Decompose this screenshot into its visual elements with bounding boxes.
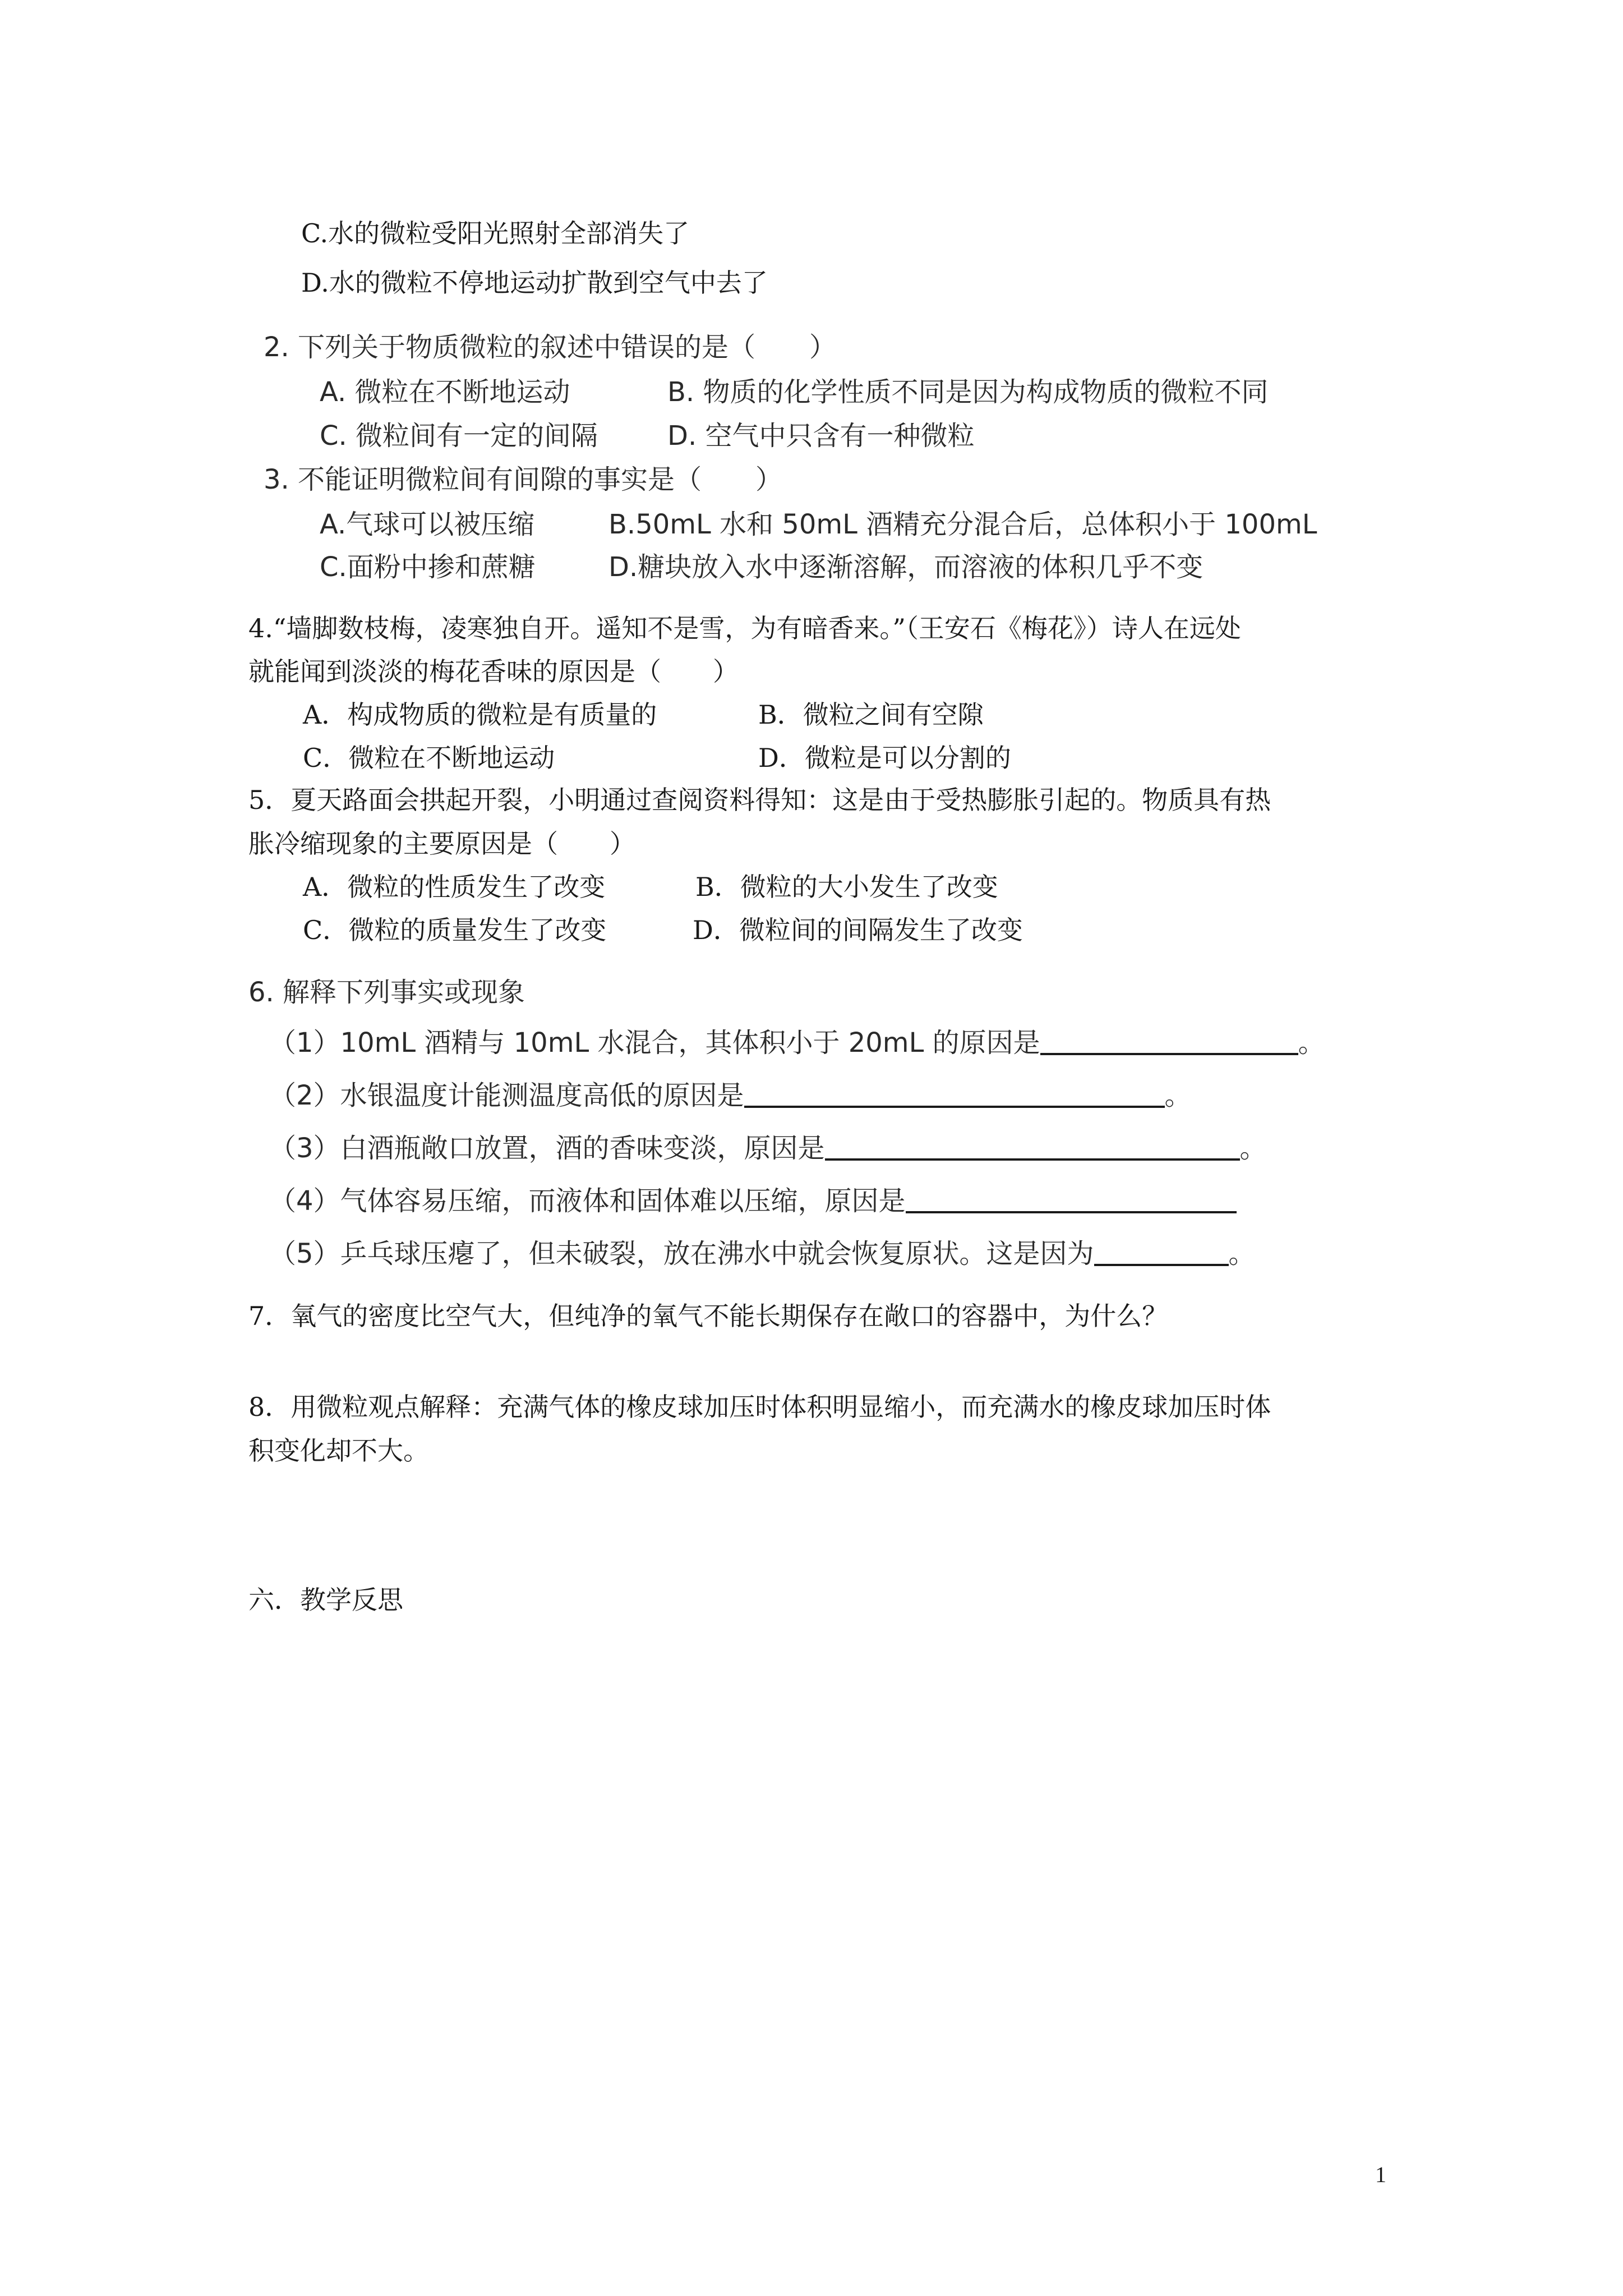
q6-item2 — [269, 1074, 1192, 1112]
q4-option-c: C．微粒在不断地运动 — [303, 743, 555, 773]
q4-option-b: B．微粒之间有空隙 — [758, 700, 984, 730]
q6-item5-period: 。 — [1228, 1238, 1256, 1269]
q6-item1-blank[interactable] — [1040, 1030, 1298, 1055]
q6-item4-blank[interactable] — [906, 1189, 1237, 1213]
q6-item5-blank[interactable] — [1094, 1241, 1229, 1266]
q2-option-b: B. 物质的化学性质不同是因为构成物质的微粒不同 — [667, 376, 1269, 408]
q2-stem: 2. 下列关于物质微粒的叙述中错误的是（ ） — [264, 332, 837, 363]
page-number: 1 — [1375, 2162, 1386, 2187]
q6-item3-blank[interactable] — [825, 1136, 1240, 1161]
q5-stem-line2: 胀冷缩现象的主要原因是（ ） — [248, 829, 635, 859]
q6-item1-period: 。 — [1298, 1027, 1325, 1059]
q6-item5 — [269, 1232, 1256, 1271]
q6-item5-text: （5）乒乓球压瘪了，但未破裂，放在沸水中就会恢复原状。这是因为 — [269, 1238, 1094, 1269]
q6-item3-text: （3）白酒瓶敞口放置，酒的香味变淡，原因是 — [269, 1133, 825, 1164]
q3-option-a: A.气球可以被压缩 — [320, 509, 535, 540]
q6-stem: 6. 解释下列事实或现象 — [248, 977, 525, 1008]
q4-stem-line1: 4.“墙脚数枝梅，凌寒独自开。遥知不是雪，为有暗香来。”（王安石《梅花》）诗人在远处 — [248, 613, 1241, 643]
q6-item3-period: 。 — [1239, 1133, 1267, 1164]
q3-option-c: C.面粉中掺和蔗糖 — [320, 551, 536, 583]
q5-option-a: A．微粒的性质发生了改变 — [303, 872, 606, 902]
q2-option-d: D. 空气中只含有一种微粒 — [667, 420, 975, 452]
q6-item2-period: 。 — [1164, 1080, 1192, 1111]
q6-item4-text: （4）气体容易压缩，而液体和固体难以压缩，原因是 — [269, 1185, 906, 1217]
q3-option-b: B.50mL 水和 50mL 酒精充分混合后，总体积小于 100mL — [608, 509, 1317, 540]
q6-item4 — [269, 1179, 1237, 1218]
q5-option-b: B．微粒的大小发生了改变 — [695, 872, 998, 902]
q5-option-d: D．微粒间的间隔发生了改变 — [693, 915, 1023, 945]
q4-option-a: A．构成物质的微粒是有质量的 — [303, 700, 657, 730]
q5-option-c: C．微粒的质量发生了改变 — [303, 915, 607, 945]
q6-item1 — [269, 1021, 1325, 1060]
q3-option-d: D.糖块放入水中逐渐溶解，而溶液的体积几乎不变 — [608, 551, 1204, 583]
section-title-teaching-reflection: 六．教学反思 — [248, 1585, 403, 1615]
q1-option-c: C.水的微粒受阳光照射全部消失了 — [301, 218, 690, 249]
q8-stem-line1: 8．用微粒观点解释：充满气体的橡皮球加压时体积明显缩小，而充满水的橡皮球加压时体 — [248, 1392, 1271, 1422]
q2-option-a: A. 微粒在不断地运动 — [320, 376, 570, 408]
q7-stem: 7．氧气的密度比空气大，但纯净的氧气不能长期保存在敞口的容器中，为什么？ — [248, 1301, 1168, 1331]
q6-item1-text: （1）10mL 酒精与 10mL 水混合，其体积小于 20mL 的原因是 — [269, 1027, 1040, 1059]
q8-stem-line2: 积变化却不大。 — [248, 1435, 429, 1466]
q4-option-d: D．微粒是可以分割的 — [758, 743, 1011, 773]
q5-stem-line1: 5．夏天路面会拱起开裂，小明通过查阅资料得知：这是由于受热膨胀引起的。物质具有热 — [248, 785, 1271, 815]
q3-stem: 3. 不能证明微粒间有间隙的事实是（ ） — [264, 464, 783, 495]
q6-item3 — [269, 1126, 1267, 1165]
q6-item2-text: （2）水银温度计能测温度高低的原因是 — [269, 1080, 744, 1111]
q1-option-d: D.水的微粒不停地运动扩散到空气中去了 — [301, 268, 768, 298]
q6-item2-blank[interactable] — [744, 1083, 1165, 1108]
q2-option-c: C. 微粒间有一定的间隔 — [320, 420, 598, 452]
q4-stem-line2: 就能闻到淡淡的梅花香味的原因是（ ） — [248, 656, 739, 687]
